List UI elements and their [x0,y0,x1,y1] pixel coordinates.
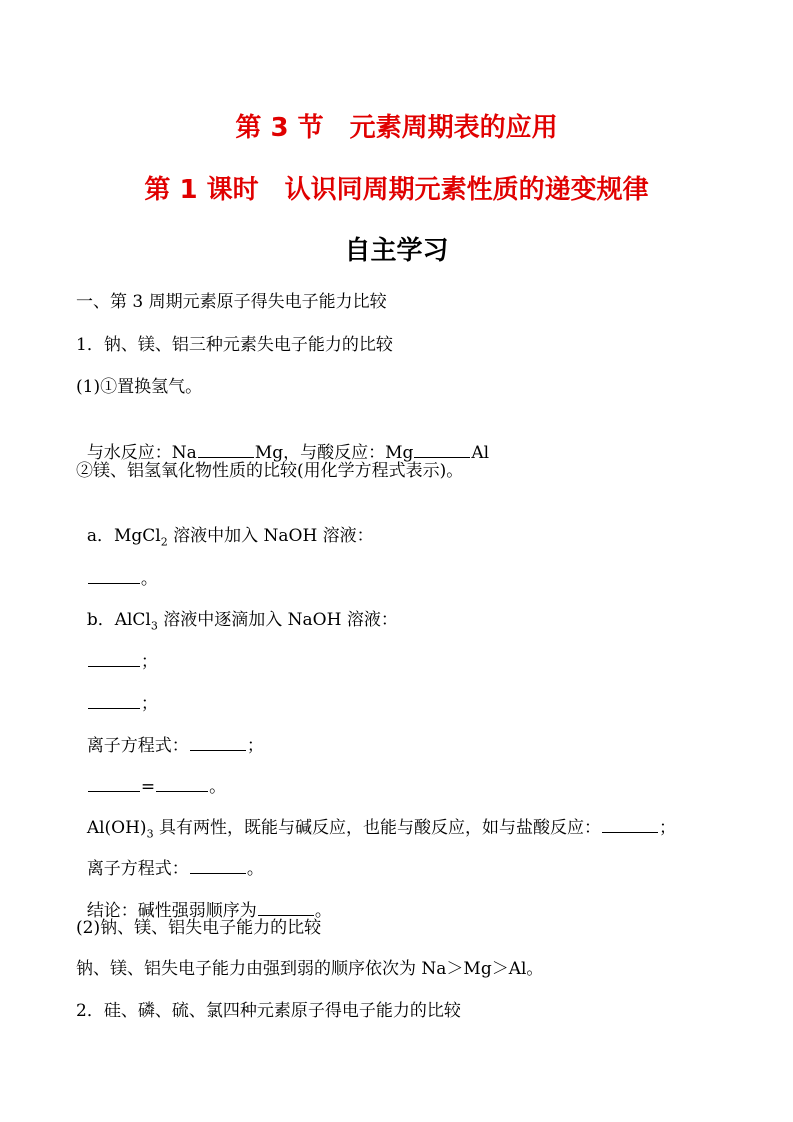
text-line-5: ②镁、铝氢氧化物性质的比较(用化学方程式表示)。 [76,461,464,481]
alcl-label: b．AlCl [86,610,151,630]
answer-blank[interactable] [414,441,470,458]
text-line-4 [76,417,489,465]
section-title: 第 3 节 元素周期表的应用 [235,113,558,143]
lesson-title: 第 1 课时 认识同周期元素性质的递变规律 [144,175,649,205]
answer-blank[interactable] [88,775,140,792]
punct: 。 [140,569,158,589]
punct: ； [658,818,676,838]
aloh-text: 具有两性，既能与碱反应，也能与酸反应，如与盐酸反应： [153,818,601,838]
subscript: 3 [146,827,154,841]
acid-reaction-label: Mg，与酸反应：Mg [254,443,414,463]
mgcl-text: 溶液中加入 NaOH 溶液： [167,526,374,546]
punct: 。 [209,777,227,797]
answer-blank[interactable] [602,816,658,833]
ionic-equation-label: 离子方程式： [86,736,189,756]
text-line-2: 1．钠、镁、铝三种元素失电子能力的比较 [76,335,393,355]
answer-blank[interactable] [258,899,314,916]
answer-blank[interactable] [190,857,246,874]
text-line-18: 2．硅、磷、硫、氯四种元素原子得电子能力的比较 [76,1001,461,1021]
equals-sign: = [140,777,156,797]
answer-blank[interactable] [88,650,140,667]
text-line-17: 钠、镁、铝失电子能力由强到弱的顺序依次为 Na＞Mg＞Al。 [76,959,544,979]
text-line-1: 一、第 3 周期元素原子得失电子能力比较 [76,292,387,312]
punct: ； [140,694,158,714]
alcl-text: 溶液中逐滴加入 NaOH 溶液： [157,610,398,630]
study-heading: 自主学习 [344,236,449,266]
answer-blank[interactable] [198,441,254,458]
subscript: 3 [150,619,158,633]
punct: ； [246,736,264,756]
text-line-16: (2)钠、镁、铝失电子能力的比较 [76,918,322,938]
ionic-equation-label: 离子方程式： [86,859,189,879]
text-line-3: (1)①置换氢气。 [76,377,203,397]
answer-blank[interactable] [190,734,246,751]
answer-blank[interactable] [156,775,208,792]
conclusion-label: 结论：碱性强弱顺序为 [86,901,257,921]
aloh-label: Al(OH) [86,818,147,838]
al-label: Al [471,443,490,463]
mgcl-label: a．MgCl [86,526,161,546]
answer-blank[interactable] [88,692,140,709]
answer-blank[interactable] [88,567,140,584]
text-line-9 [76,626,158,674]
text-line-10 [76,668,158,716]
subscript: 2 [160,535,168,549]
punct: ； [140,652,158,672]
text-line-14 [76,833,264,881]
water-reaction-label: 与水反应：Na [86,443,197,463]
punct: 。 [314,901,332,921]
punct: 。 [246,859,264,879]
